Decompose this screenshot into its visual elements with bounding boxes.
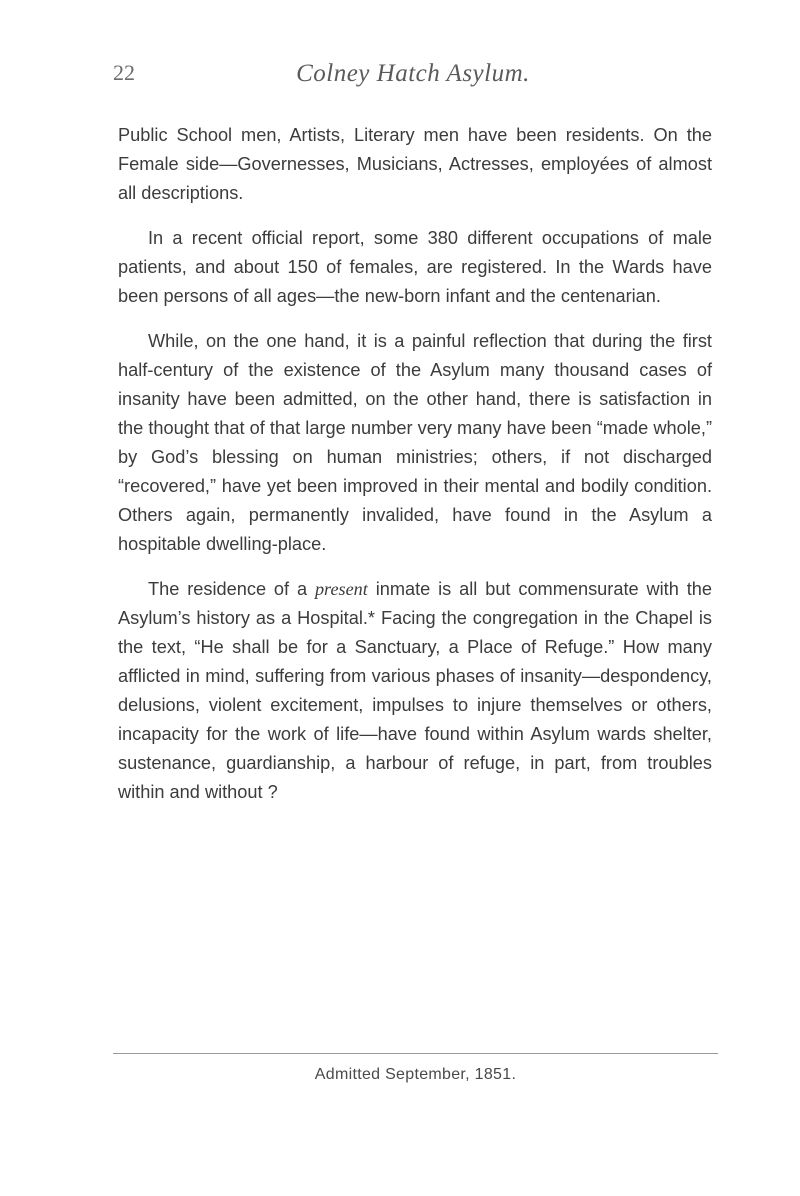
body-text — [118, 121, 712, 823]
footnote: Admitted September, 1851. — [314, 1066, 517, 1083]
footnote-divider — [113, 1053, 718, 1054]
paragraph — [118, 575, 712, 807]
paragraph: Public School men, Artists, Literary men have been residents. On the Female side—Governesses, Musicians, Actresses, employées of almost all descriptions. — [118, 125, 712, 203]
emphasis-word: present — [314, 579, 368, 599]
paragraph: While, on the one hand, it is a painful reflection that during the first half-century of the existence of the Asylum many thousand cases of insanity have been admitted, on the other hand, there is satisfaction in the thought that of that large number very many have been “made whole,” by God’s blessing on human ministries; others, if not discharged “recovered,” have yet been improved in their mental and bodily condition. Others again, permanently invalided, have found in the Asylum a hospitable dwelling-place. — [118, 331, 712, 554]
paragraph-text-rest: inmate is all but commensurate with the Asylum’s history as a Hospital.* Facing the congregation in the Chapel is the text, “He shall be for a Sanctuary, a Place of Refuge.” How many afflicted in mind, suffering from various phases of insanity—despondency, delusions, violent excitement, impulses to injure themselves or others, incapacity for the work of life—have found within Asylum wards shelter, sustenance, guardianship, a harbour of refuge, in part, from troubles within and without ? — [118, 579, 712, 802]
page-header — [113, 60, 713, 100]
paragraph: In a recent official report, some 380 different occupations of male patients, and about 150 of females, are registered. In the Wards have been persons of all ages—the new-born infant and the centenarian. — [118, 228, 712, 306]
running-title: Colney Hatch Asylum. — [296, 60, 530, 87]
page-number: 22 — [113, 60, 135, 85]
paragraph-text-start: The residence of a — [148, 579, 315, 599]
